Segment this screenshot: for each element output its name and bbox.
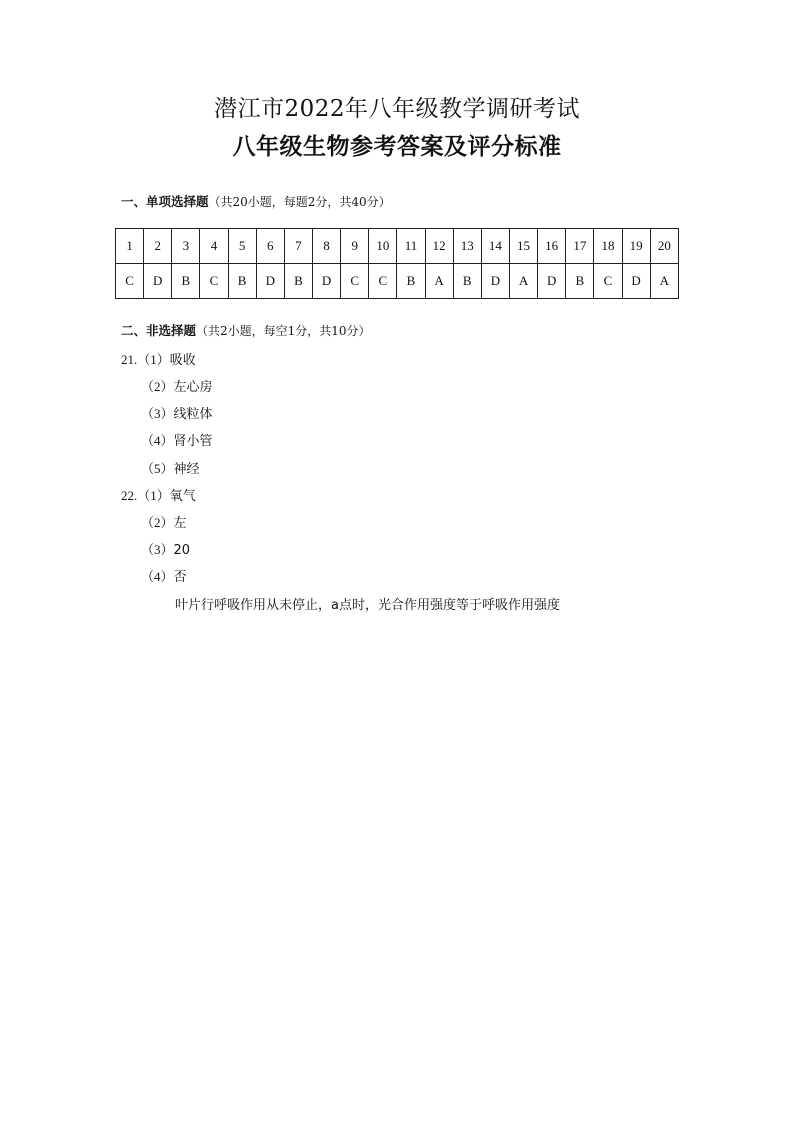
answer-cell: B	[284, 264, 312, 299]
answer-cell: B	[228, 264, 256, 299]
answer-21-4	[141, 430, 213, 449]
answer-cell: D	[538, 264, 566, 299]
question-number-row	[116, 229, 679, 264]
question-number-cell: 18	[594, 229, 622, 264]
answer-cell: C	[369, 264, 397, 299]
sub-question-label: （2）	[141, 379, 174, 394]
answer-22-2	[141, 512, 187, 531]
question-number-cell: 12	[425, 229, 453, 264]
answer-cell: B	[172, 264, 200, 299]
question-number-cell: 7	[284, 229, 312, 264]
answer-cell: C	[116, 264, 144, 299]
answer-22-4	[141, 566, 187, 585]
sub-question-label: （3）	[141, 542, 174, 557]
answer-cell: C	[341, 264, 369, 299]
question-number-cell: 14	[481, 229, 509, 264]
question-number: 21.	[121, 352, 138, 367]
answer-text: 氧气	[169, 489, 196, 504]
question-number-cell: 16	[538, 229, 566, 264]
answer-cell: B	[453, 264, 481, 299]
question-number-cell: 5	[228, 229, 256, 264]
question-number-cell: 1	[116, 229, 144, 264]
question-number-cell: 17	[566, 229, 594, 264]
question-number-cell: 6	[256, 229, 284, 264]
answer-text: 左	[173, 516, 187, 531]
answer-cell: C	[594, 264, 622, 299]
document-title: 潜江市2022年八年级教学调研考试	[213, 96, 581, 122]
answer-cell: D	[481, 264, 509, 299]
sub-question-label: （4）	[141, 433, 174, 448]
question-number-cell: 3	[172, 229, 200, 264]
answer-cell: C	[200, 264, 228, 299]
sub-question-label: （3）	[141, 406, 174, 421]
sub-question-label: （1）	[137, 488, 170, 503]
answer-21-1	[121, 349, 196, 368]
section-title: 二、非选择题	[121, 323, 197, 338]
section-scoring-note: （共20小题，每题2分，共40分）	[208, 195, 391, 209]
answer-text: 神经	[173, 462, 200, 477]
answer-text: 左心房	[173, 380, 213, 395]
sub-question-label: （5）	[141, 461, 174, 476]
sub-question-label: （4）	[141, 569, 174, 584]
answer-21-5	[141, 458, 200, 477]
question-number-cell: 20	[650, 229, 678, 264]
answer-cell: B	[566, 264, 594, 299]
answer-text: 否	[173, 570, 187, 585]
sub-question-label: （1）	[137, 352, 170, 367]
answer-cell: D	[312, 264, 340, 299]
question-number-cell: 2	[144, 229, 172, 264]
answer-22-explanation: 叶片行呼吸作用从未停止，a点时，光合作用强度等于呼吸作用强度	[175, 598, 560, 613]
question-number-cell: 11	[397, 229, 425, 264]
question-number-cell: 4	[200, 229, 228, 264]
section-heading-non-choice	[121, 321, 371, 339]
section-scoring-note: （共2小题，每空1分，共10分）	[196, 324, 371, 338]
question-number-cell: 9	[341, 229, 369, 264]
answer-text: 线粒体	[173, 407, 213, 422]
answer-row	[116, 264, 679, 299]
answer-22-1	[121, 485, 196, 504]
answer-key-table	[115, 228, 679, 299]
question-number-cell: 19	[622, 229, 650, 264]
answer-cell: D	[144, 264, 172, 299]
answer-text: 肾小管	[173, 434, 213, 449]
sub-question-label: （2）	[141, 515, 174, 530]
answer-cell: D	[256, 264, 284, 299]
question-number-cell: 10	[369, 229, 397, 264]
answer-cell: A	[650, 264, 678, 299]
answer-21-2	[141, 376, 213, 395]
question-number-cell: 13	[453, 229, 481, 264]
question-number-cell: 8	[312, 229, 340, 264]
answer-cell: A	[425, 264, 453, 299]
section-title: 一、单项选择题	[121, 194, 209, 209]
question-number-cell: 15	[509, 229, 537, 264]
answer-cell: B	[397, 264, 425, 299]
section-heading-multiple-choice	[121, 192, 391, 210]
answer-22-3	[141, 539, 190, 558]
answer-21-3	[141, 403, 213, 422]
document-subtitle: 八年级生物参考答案及评分标准	[232, 133, 562, 160]
answer-cell: A	[509, 264, 537, 299]
question-number: 22.	[121, 488, 138, 503]
answer-text: 吸收	[169, 353, 196, 368]
answer-text: 20	[173, 543, 191, 558]
answer-cell: D	[622, 264, 650, 299]
